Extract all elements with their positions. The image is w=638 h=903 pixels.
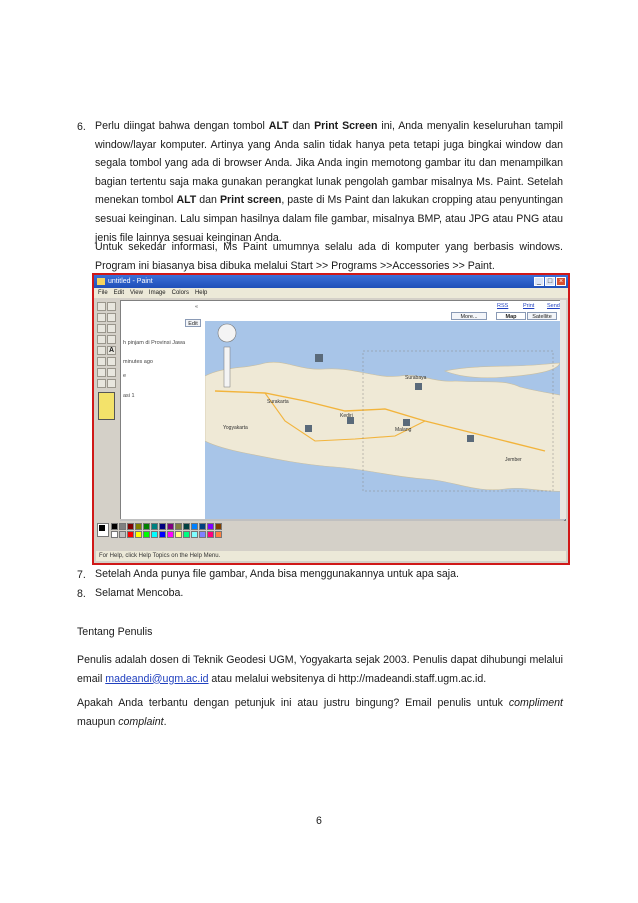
marker-icon	[403, 419, 410, 426]
palette-swatch	[127, 531, 134, 538]
palette-swatch	[199, 523, 206, 530]
paint-toolbox	[96, 300, 118, 518]
palette-swatch	[207, 531, 214, 538]
send-link: Send	[547, 303, 560, 309]
more-button: More...	[451, 312, 487, 320]
palette-swatch	[199, 531, 206, 538]
map-area	[205, 321, 565, 520]
horizontal-scrollbar	[120, 519, 564, 521]
menu-help: Help	[194, 290, 208, 296]
marker-icon	[467, 435, 474, 442]
left-pane-line-4: asi 1	[123, 393, 135, 399]
madura-island	[445, 363, 560, 378]
airbrush-tool-icon	[97, 346, 106, 355]
menu-image: Image	[148, 290, 166, 296]
palette-swatch	[191, 531, 198, 538]
pan-control-icon	[218, 324, 236, 342]
ellipse-tool-icon	[97, 379, 106, 388]
item-8-number: 8.	[77, 588, 86, 600]
palette-swatch	[215, 523, 222, 530]
author-paragraph-1: Penulis adalah dosen di Teknik Geodesi UGM, Yogyakarta sejak 2003. Penulis dapat dihubungi melalui email madeandi@ugm.ac.id atau melalui websitenya di http://madeandi.staff.ugm.ac.id.	[77, 654, 563, 685]
menu-view: View	[130, 290, 143, 296]
rectangle-tool-icon	[97, 368, 106, 377]
land-mass	[205, 362, 565, 491]
eraser-tool-icon	[97, 313, 106, 322]
menu-edit: Edit	[113, 290, 125, 296]
fill-tool-icon	[107, 313, 116, 322]
map-label-jember: Jember	[505, 457, 522, 463]
satellite-view-button: Satellite	[527, 312, 557, 320]
palette-swatch	[143, 531, 150, 538]
maps-left-pane	[121, 301, 206, 520]
author-paragraph-2: Apakah Anda terbantu dengan petunjuk ini atau justru bingung? Email penulis untuk compliment maupun complaint.	[77, 697, 563, 728]
author-heading: Tentang Penulis	[77, 626, 153, 638]
palette-swatch	[127, 523, 134, 530]
paint-title: untitled - Paint	[108, 278, 153, 285]
maps-toolbar	[205, 301, 565, 321]
rounded-rect-tool-icon	[107, 379, 116, 388]
left-pane-line-1: h pinjam di Provinsi Jawa	[123, 340, 186, 346]
paint-info-text: Untuk sekedar informasi, Ms Paint umumnya selalu ada di komputer yang berbasis windows. Program ini biasanya bisa dibuka melalui Start >> Programs >>Accessories >> Paint.	[95, 241, 563, 272]
print-link: Print	[523, 303, 535, 309]
author-email-link[interactable]: madeandi@ugm.ac.id	[105, 672, 209, 685]
palette-swatch	[111, 531, 118, 538]
foreground-color-icon	[99, 525, 105, 531]
color-palette	[97, 522, 327, 544]
left-pane-line-3: e	[123, 373, 127, 379]
pencil-tool-icon	[97, 335, 106, 344]
menu-colors: Colors	[171, 290, 189, 296]
paint-screenshot	[92, 273, 570, 565]
palette-swatch	[135, 531, 142, 538]
close-icon: ×	[556, 277, 566, 286]
palette-swatch	[119, 531, 126, 538]
maximize-icon: □	[545, 277, 555, 286]
paint-app-icon	[97, 278, 105, 285]
magnifier-tool-icon	[107, 324, 116, 333]
paint-canvas	[120, 300, 566, 521]
item-7-number: 7.	[77, 569, 86, 581]
free-select-tool-icon	[97, 302, 106, 311]
map-view-button: Map	[496, 312, 526, 320]
palette-swatch	[167, 523, 174, 530]
map-label-surakarta: Surakarta	[267, 399, 289, 405]
polygon-tool-icon	[107, 368, 116, 377]
zoom-slider-icon	[224, 347, 230, 387]
line-tool-icon	[97, 357, 106, 366]
paint-menubar	[94, 288, 568, 298]
item-6-number: 6.	[77, 121, 86, 133]
select-tool-icon	[107, 302, 116, 311]
palette-swatch	[159, 523, 166, 530]
marker-icon	[315, 354, 323, 362]
palette-swatch	[143, 523, 150, 530]
item-8-text: Selamat Mencoba.	[95, 587, 184, 599]
item-7-text: Setelah Anda punya file gambar, Anda bisa menggunakannya untuk apa saja.	[95, 568, 459, 580]
page-number: 6	[316, 815, 322, 827]
palette-swatch	[167, 531, 174, 538]
palette-swatch	[159, 531, 166, 538]
java-island-map	[205, 321, 565, 520]
left-pane-line-2: minutes ago	[123, 359, 153, 365]
collapse-icon: «	[195, 304, 199, 310]
vertical-scrollbar	[560, 300, 566, 519]
palette-swatch	[183, 531, 190, 538]
palette-swatch	[191, 523, 198, 530]
palette-swatch	[151, 531, 158, 538]
map-label-malang: Malang	[395, 427, 412, 433]
palette-swatch	[135, 523, 142, 530]
picker-tool-icon	[97, 324, 106, 333]
palette-swatch	[215, 531, 222, 538]
palette-swatch	[175, 523, 182, 530]
brush-tool-icon	[107, 335, 116, 344]
item-6-text: Perlu diingat bahwa dengan tombol ALT dan Print Screen ini, Anda menyalin keseluruhan tampil window/layar komputer. Artinya yang Anda salin tidak hanya peta tetapi juga bingkai window dan segala tombol yang ada di browser Anda. Jika Anda ingin memotong gambar itu dan menampilkan bagian tertentu saja maka gunakan perangkat lunak pengolah gambar misalnya Ms. Paint. Setelah menekan tombol ALT dan Print screen, paste di Ms Paint dan lakukan cropping atau penyuntingan sesuai keinginan. Lalu simpan hasilnya dalam file gambar, misalnya BMP, atau JPG atau PNG atau jenis file lainnya sesuai keinginan Anda.	[95, 120, 563, 244]
palette-swatch	[119, 523, 126, 530]
palette-swatch	[151, 523, 158, 530]
menu-file: File	[98, 290, 108, 296]
minimize-icon: _	[534, 277, 544, 286]
palette-swatch	[111, 523, 118, 530]
text-tool-icon: A	[108, 347, 115, 354]
curve-tool-icon	[107, 357, 116, 366]
current-colors-icon	[97, 523, 109, 537]
rss-link: RSS	[497, 303, 509, 309]
paint-status-bar: For Help, click Help Topics on the Help Menu.	[96, 551, 566, 561]
palette-swatch	[175, 531, 182, 538]
marker-icon	[415, 383, 422, 390]
maps-edit-button: Edit	[185, 319, 201, 327]
marker-icon	[305, 425, 312, 432]
map-label-kediri: Kediri	[340, 413, 353, 419]
map-label-surabaya: Surabaya	[405, 375, 427, 381]
paint-titlebar	[94, 275, 568, 288]
palette-swatch	[183, 523, 190, 530]
palette-swatch	[207, 523, 214, 530]
map-label-yogyakarta: Yogyakarta	[223, 425, 248, 431]
tool-options-icon	[98, 392, 115, 420]
